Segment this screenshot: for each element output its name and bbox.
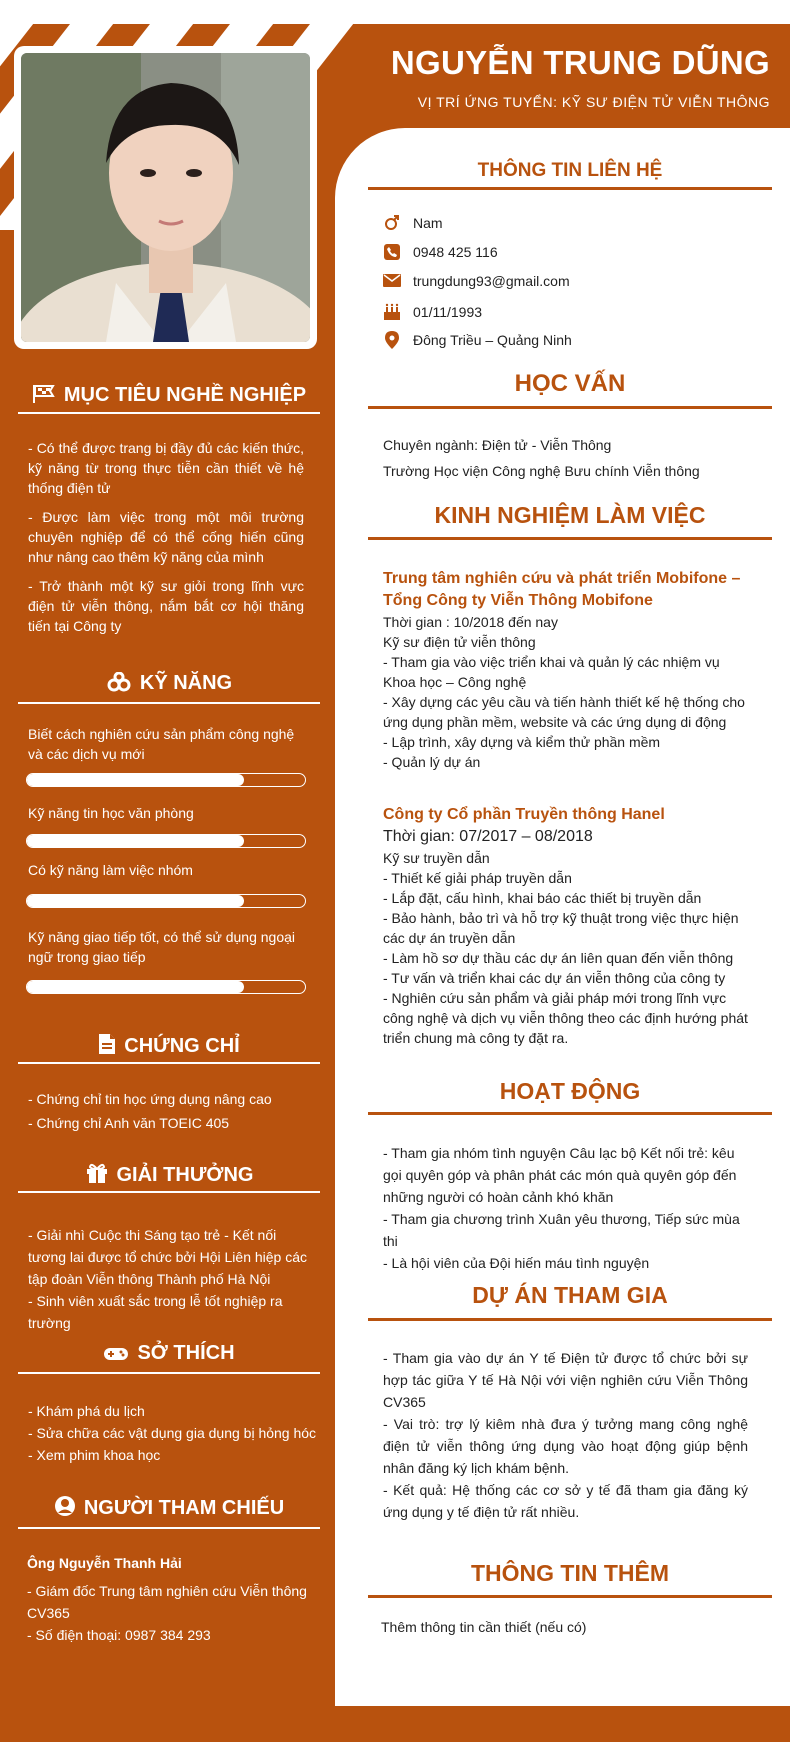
certificates-list bbox=[28, 1087, 308, 1135]
project-line: - Tham gia vào dự án Y tế Điện tử được tổ chức bởi sự hợp tác giữa Y tế Hà Nội với viện nghiên cứu Viễn Thông CV365 bbox=[383, 1350, 748, 1410]
objective-line: - Có thể được trang bị đầy đủ các kiến thức, kỹ năng từ trong thực tiễn cần thiết về hệ thống điện tử bbox=[28, 440, 304, 496]
job-time: Thời gian: 07/2017 – 08/2018 bbox=[383, 828, 593, 845]
project-line: - Vai trò: trợ lý kiêm nhà đưa ý tưởng mang công nghệ điện tử viễn thông ứng dụng vào hoạt động giúp bệnh nhân đăng ký lịch khám bệnh. bbox=[383, 1416, 748, 1476]
certificate-line: - Chứng chỉ tin học ứng dụng nâng cao bbox=[28, 1091, 272, 1107]
birthday-value: 01/11/1993 bbox=[413, 304, 483, 321]
activities-list bbox=[383, 1142, 748, 1274]
education-major: Chuyên ngành: Điện tử - Viễn Thông bbox=[383, 437, 612, 453]
contact-phone bbox=[383, 244, 498, 263]
skill-bar bbox=[26, 834, 306, 848]
activities-heading: HOẠT ĐỘNG bbox=[499, 1078, 641, 1104]
gender-icon bbox=[383, 214, 401, 235]
extra-heading: THÔNG TIN THÊM bbox=[470, 1560, 670, 1586]
skill-bar bbox=[26, 773, 306, 787]
references-divider bbox=[18, 1527, 320, 1529]
extra-divider bbox=[368, 1595, 772, 1598]
references-heading bbox=[18, 1495, 320, 1520]
gamepad-icon bbox=[103, 1346, 129, 1362]
flag-icon bbox=[32, 384, 56, 404]
activity-line: - Tham gia nhóm tình nguyện Câu lạc bộ Kết nối trẻ: kêu gọi quyên góp và phân phát các món quà quyên góp đến những người có hoàn cảnh khó khăn bbox=[383, 1145, 737, 1205]
job-entry bbox=[383, 804, 748, 1048]
hobbies-title: SỞ THÍCH bbox=[137, 1342, 235, 1364]
gift-icon bbox=[85, 1162, 109, 1184]
objective-divider bbox=[18, 412, 320, 414]
job-duty: - Lắp đặt, cấu hình, khai báo các thiết bị truyền dẫn bbox=[383, 890, 702, 906]
awards-heading bbox=[18, 1162, 320, 1187]
job-company: Công ty Cổ phần Truyền thông Hanel bbox=[383, 806, 665, 823]
certificates-title: CHỨNG CHỈ bbox=[124, 1035, 240, 1057]
hobbies-list bbox=[28, 1400, 318, 1466]
job-company: Trung tâm nghiên cứu và phát triển Mobifone – Tổng Công ty Viễn Thông Mobifone bbox=[383, 570, 741, 609]
phone-icon bbox=[383, 244, 401, 263]
applied-position: VỊ TRÍ ỨNG TUYỂN: KỸ SƯ ĐIỆN TỬ VIỄN THÔNG bbox=[417, 94, 770, 110]
projects-heading: DỰ ÁN THAM GIA bbox=[472, 1282, 668, 1308]
experience-heading: KINH NGHIỆM LÀM VIỆC bbox=[434, 502, 706, 528]
skill-label: Kỹ năng tin học văn phòng bbox=[28, 805, 194, 821]
document-icon bbox=[98, 1033, 116, 1055]
job-role: Kỹ sư điện tử viễn thông bbox=[383, 634, 536, 650]
contact-birthday bbox=[383, 303, 482, 324]
activities-divider bbox=[368, 1112, 772, 1115]
skill-label: Biết cách nghiên cứu sản phẩm công nghệ và các dịch vụ mới bbox=[28, 726, 295, 762]
envelope-icon bbox=[383, 274, 401, 290]
activity-line: - Là hội viên của Đội hiến máu tình nguyện bbox=[383, 1255, 650, 1271]
education-divider bbox=[368, 406, 772, 409]
address-value: Đông Triều – Quảng Ninh bbox=[413, 332, 572, 349]
candidate-name: NGUYỄN TRUNG DŨNG bbox=[390, 44, 770, 81]
job-duty: - Tư vấn và triển khai các dự án viễn thông của công ty bbox=[383, 970, 726, 986]
award-line: - Giải nhì Cuộc thi Sáng tạo trẻ - Kết nối tương lai được tổ chức bởi Hội Liên hiệp các tập đoàn Viễn thông Thành phố Hà Nội bbox=[28, 1227, 308, 1287]
reference-line: - Giám đốc Trung tâm nghiên cứu Viễn thông CV365 bbox=[27, 1583, 307, 1621]
certificate-line: - Chứng chỉ Anh văn TOEIC 405 bbox=[28, 1115, 230, 1131]
skills-divider bbox=[18, 702, 320, 704]
contact-divider bbox=[368, 187, 772, 190]
skill-label: Kỹ năng giao tiếp tốt, có thể sử dụng ngoại ngữ trong giao tiếp bbox=[28, 929, 296, 965]
activity-line: - Tham gia chương trình Xuân yêu thương, Tiếp sức mùa thi bbox=[383, 1211, 740, 1249]
education-details bbox=[383, 432, 748, 484]
hobby-line: - Sửa chữa các vật dụng gia dụng bị hỏng hóc bbox=[28, 1425, 317, 1441]
job-duty: - Làm hồ sơ dự thầu các dự án liên quan đến viễn thông bbox=[383, 950, 734, 966]
hobbies-divider bbox=[18, 1372, 320, 1374]
job-duty: - Xây dựng các yêu cầu và tiến hành thiết kế hệ thống cho ứng dụng phần mềm, website và các ứng dụng di động bbox=[383, 694, 745, 730]
reference-block bbox=[27, 1552, 307, 1646]
job-duty: - Quản lý dự án bbox=[383, 754, 481, 770]
profile-photo bbox=[21, 53, 310, 342]
objective-title: MỤC TIÊU NGHỀ NGHIỆP bbox=[63, 384, 307, 406]
job-role: Kỹ sư truyền dẫn bbox=[383, 850, 490, 866]
profile-photo-frame bbox=[14, 46, 317, 349]
skill-bar-fill bbox=[27, 835, 244, 847]
job-duty: - Nghiên cứu sản phẩm và giải pháp mới trong lĩnh vực công nghệ và dịch vụ viễn thông theo các định hướng phát triển chung mà công ty đặt ra. bbox=[383, 990, 748, 1046]
objective-line: - Được làm việc trong một môi trường chuyên nghiệp để có thể cống hiến cũng như nâng cao thêm kỹ năng của mình bbox=[28, 509, 304, 565]
skills-heading bbox=[18, 672, 320, 695]
hobby-line: - Khám phá du lịch bbox=[28, 1403, 145, 1419]
bottom-bar bbox=[335, 1706, 790, 1742]
hobbies-heading bbox=[18, 1342, 320, 1365]
contact-heading: THÔNG TIN LIÊN HỆ bbox=[477, 160, 663, 181]
objective-heading bbox=[18, 384, 320, 407]
user-circle-icon bbox=[54, 1495, 76, 1517]
references-title: NGƯỜI THAM CHIẾU bbox=[83, 1497, 285, 1519]
phone-value[interactable]: 0948 425 116 bbox=[413, 244, 498, 261]
contact-email bbox=[383, 273, 570, 290]
skill-bar bbox=[26, 980, 306, 994]
awards-divider bbox=[18, 1191, 320, 1193]
education-heading: HỌC VẤN bbox=[514, 370, 626, 397]
education-school: Trường Học viện Công nghệ Bưu chính Viễn thông bbox=[383, 463, 700, 479]
job-duty: - Thiết kế giải pháp truyền dẫn bbox=[383, 870, 572, 886]
skill-label: Có kỹ năng làm việc nhóm bbox=[28, 862, 193, 878]
objective-line: - Trở thành một kỹ sư giỏi trong lĩnh vực điện tử viễn thông, nắm bắt cơ hội thăng tiến tại Công ty bbox=[28, 578, 304, 634]
projects-list bbox=[383, 1347, 748, 1523]
birthday-cake-icon bbox=[383, 303, 401, 324]
awards-list bbox=[28, 1224, 318, 1334]
contact-gender bbox=[383, 214, 443, 235]
job-duty: - Bảo hành, bảo trì và hỗ trợ kỹ thuật trong việc thực hiện các dự án truyền dẫn bbox=[383, 910, 739, 946]
job-duty: - Lập trình, xây dựng và kiểm thử phần mềm bbox=[383, 734, 661, 750]
skills-title: KỸ NĂNG bbox=[139, 672, 233, 694]
map-marker-icon bbox=[383, 331, 401, 352]
job-time: Thời gian : 10/2018 đến nay bbox=[383, 614, 558, 630]
award-line: - Sinh viên xuất sắc trong lễ tốt nghiệp ra trường bbox=[28, 1293, 283, 1331]
experience-divider bbox=[368, 537, 772, 540]
certificates-divider bbox=[18, 1062, 320, 1064]
contact-address bbox=[383, 331, 572, 352]
projects-divider bbox=[368, 1318, 772, 1321]
skill-bar-fill bbox=[27, 895, 244, 907]
skill-bar-fill bbox=[27, 774, 244, 786]
job-entry bbox=[383, 568, 748, 772]
skill-bar-fill bbox=[27, 981, 244, 993]
certificates-heading bbox=[18, 1033, 320, 1058]
email-value[interactable]: trungdung93@gmail.com bbox=[413, 273, 570, 289]
objective-list bbox=[28, 438, 304, 636]
awards-title: GIẢI THƯỞNG bbox=[116, 1164, 254, 1186]
gender-value: Nam bbox=[413, 215, 443, 232]
reference-line: - Số điện thoại: 0987 384 293 bbox=[27, 1627, 211, 1643]
skill-bar bbox=[26, 894, 306, 908]
job-duty: - Tham gia vào việc triển khai và quản lý các nhiệm vụ Khoa học – Công nghệ bbox=[383, 654, 720, 690]
hobby-line: - Xem phim khoa học bbox=[28, 1447, 161, 1463]
gears-icon bbox=[106, 672, 132, 692]
reference-name: Ông Nguyễn Thanh Hải bbox=[27, 1555, 182, 1571]
project-line: - Kết quả: Hệ thống các cơ sở y tế đã tham gia đăng ký ứng dụng y tế điện tử rất nhiều. bbox=[383, 1482, 748, 1520]
extra-text: Thêm thông tin cần thiết (nếu có) bbox=[381, 1619, 587, 1635]
